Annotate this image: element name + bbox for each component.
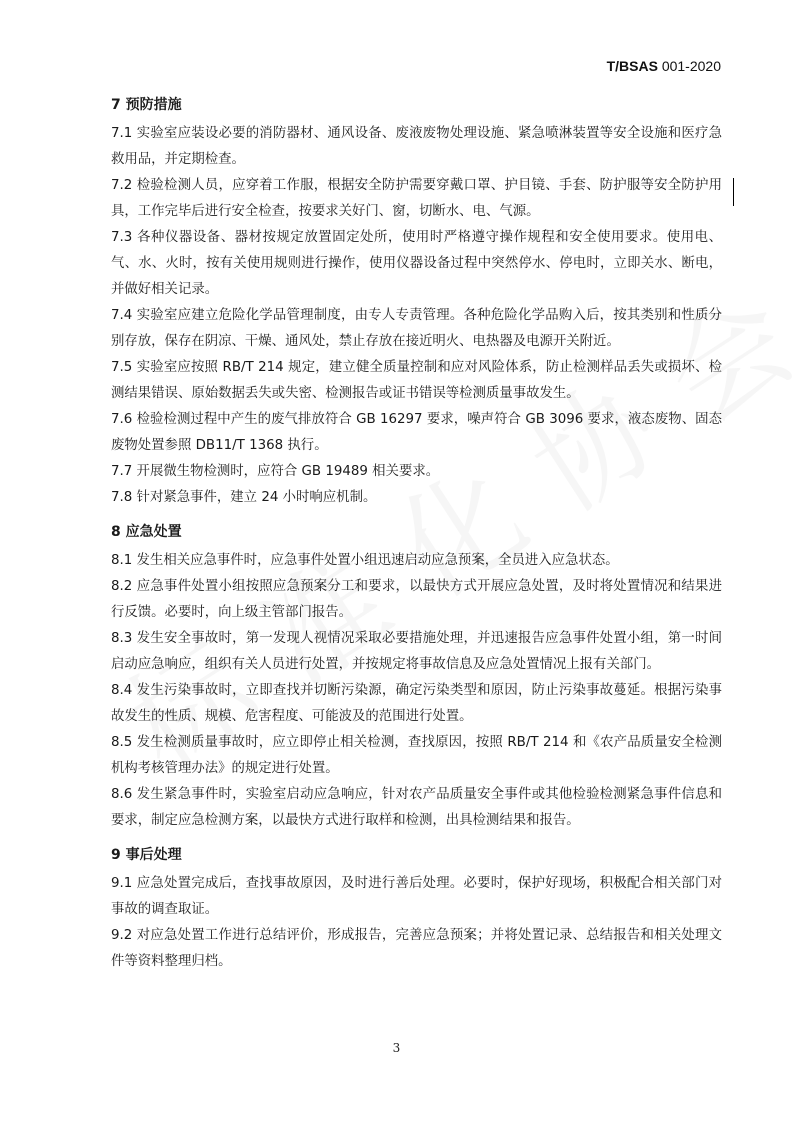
- clause-7-2: 7.2 检验检测人员，应穿着工作服，根据安全防护需要穿戴口罩、护目镜、手套、防护服等安全防护用具，工作完毕后进行安全检查，按要求关好门、窗，切断水、电、气源。: [111, 178, 722, 219]
- section-title: 9 事后处理: [111, 847, 182, 863]
- clause-8-1: 8.1 发生相关应急事件时，应急事件处置小组迅速启动应急预案，全员进入应急状态。: [111, 553, 619, 568]
- clause-7-7: 7.7 开展微生物检测时，应符合 GB 19489 相关要求。: [111, 464, 440, 479]
- section-title: 8 应急处置: [111, 524, 182, 540]
- clause-7-1: 7.1 实验室应装设必要的消防器材、通风设备、废液废物处理设施、紧急喷淋装置等安全设施和医疗急救用品，并定期检查。: [111, 126, 722, 167]
- section-9: [111, 844, 722, 975]
- clause-7-8: 7.8 针对紧急事件，建立 24 小时响应机制。: [111, 490, 377, 505]
- text-cursor: [733, 178, 734, 206]
- clause-9-2: 9.2 对应急处置工作进行总结评价，形成报告，完善应急预案；并将处置记录、总结报告和相关处理文件等资料整理归档。: [111, 928, 722, 969]
- clause-8-3: 8.3 发生安全事故时，第一发现人视情况采取必要措施处理，并迅速报告应急事件处置小组，第一时间启动应急响应，组织有关人员进行处置，并按规定将事故信息及应急处置情况上报有关部门。: [111, 631, 722, 672]
- section-8: [111, 521, 722, 834]
- standard-code-prefix: T/BSAS: [606, 58, 658, 74]
- clause-8-5: 8.5 发生检测质量事故时，应立即停止相关检测，查找原因，按照 RB/T 214 和《农产品质量安全检测机构考核管理办法》的规定进行处置。: [111, 735, 722, 776]
- clause-8-2: 8.2 应急事件处置小组按照应急预案分工和要求，以最快方式开展应急处置，及时将处置情况和结果进行反馈。必要时，向上级主管部门报告。: [111, 579, 722, 620]
- section-7: [111, 94, 722, 511]
- clause-7-4: 7.4 实验室应建立危险化学品管理制度，由专人专责管理。各种危险化学品购入后，按其类别和性质分别存放，保存在阴凉、干燥、通风处，禁止存放在接近明火、电热器及电源开关附近。: [111, 308, 722, 349]
- standard-code: [607, 58, 721, 74]
- document-body: [111, 94, 722, 975]
- clause-7-3: 7.3 各种仪器设备、器材按规定放置固定处所，使用时严格遵守操作规程和安全使用要求。使用电、气、水、火时，按有关使用规则进行操作，使用仪器设备过程中突然停水、停电时，立即关水、断电，并做好相关记录。: [111, 230, 722, 297]
- clause-7-5: 7.5 实验室应按照 RB/T 214 规定，建立健全质量控制和应对风险体系，防止检测样品丢失或损坏、检测结果错误、原始数据丢失或失密、检测报告或证书错误等检测质量事故发生。: [111, 360, 722, 401]
- clause-7-6: 7.6 检验检测过程中产生的废气排放符合 GB 16297 要求，噪声符合 GB 3096 要求，液态废物、固态废物处置参照 DB11/T 1368 执行。: [111, 412, 722, 453]
- section-title: 7 预防措施: [111, 97, 182, 113]
- clause-8-4: 8.4 发生污染事故时，立即查找并切断污染源，确定污染类型和原因，防止污染事故蔓延。根据污染事故发生的性质、规模、危害程度、可能波及的范围进行处置。: [111, 683, 722, 724]
- clause-8-6: 8.6 发生紧急事件时，实验室启动应急响应，针对农产品质量安全事件或其他检验检测紧急事件信息和要求，制定应急检测方案，以最快方式进行取样和检测，出具检测结果和报告。: [111, 787, 722, 828]
- clause-9-1: 9.1 应急处置完成后，查找事故原因，及时进行善后处理。必要时，保护好现场，积极配合相关部门对事故的调查取证。: [111, 876, 722, 917]
- standard-code-number: 001-2020: [661, 58, 721, 74]
- page-number: 3: [392, 1041, 401, 1055]
